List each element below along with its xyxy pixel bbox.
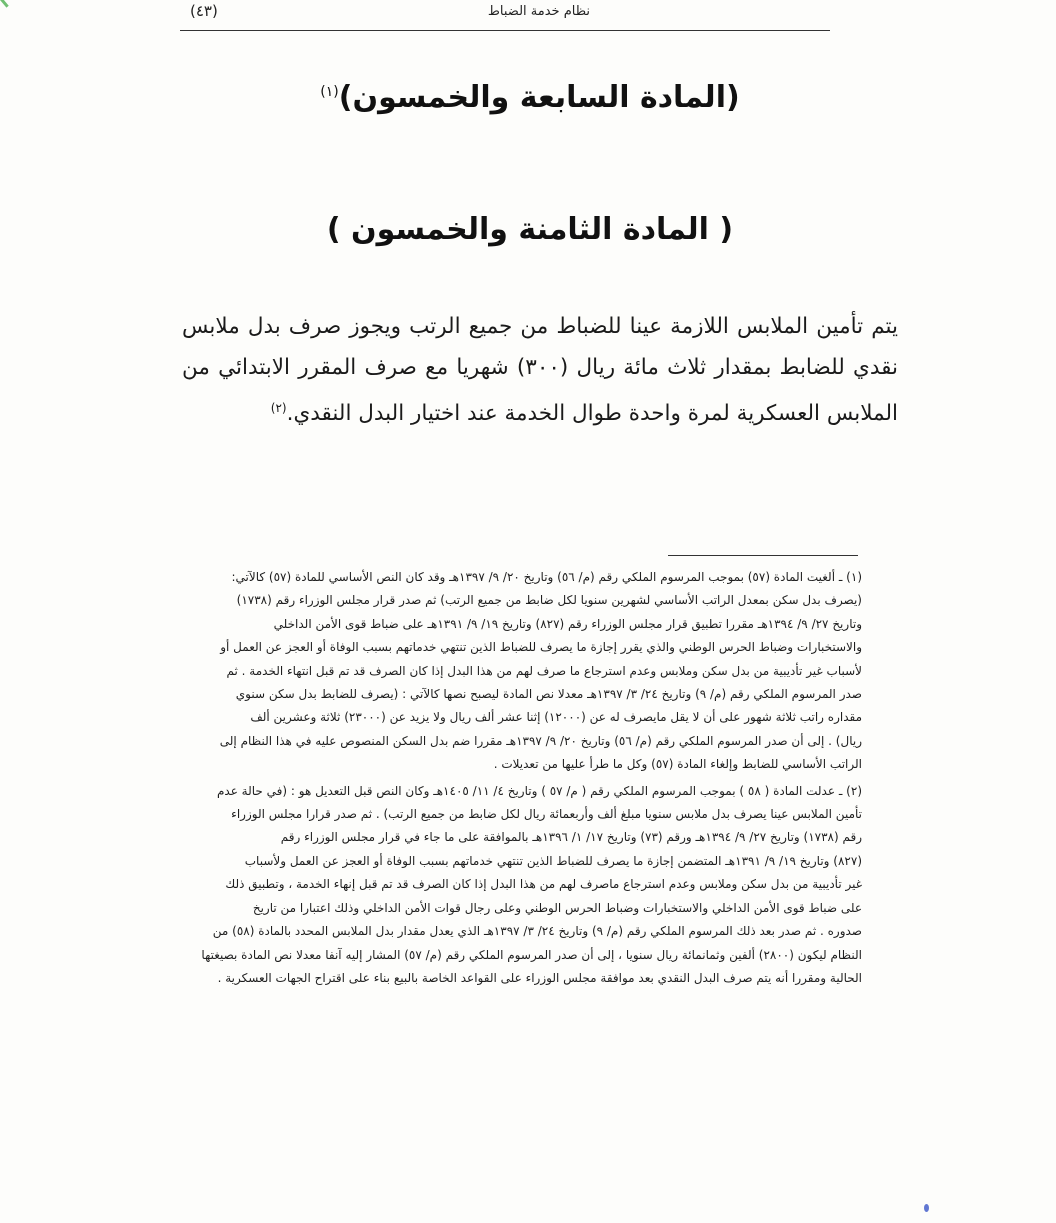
running-header [180, 4, 830, 26]
footnote-line: (يصرف بدل سكن بمعدل الراتب الأساسي لشهرين سنويا لكل ضابط من جميع الرتب) ثم صدر قرار مجلس الوزراء رقم (١٧٣٨) [236, 593, 862, 608]
footnote-line: (٨٢٧) وتاريخ ١٩/ ٩/ ١٣٩١هـ المتضمن إجازة ما يصرف للضباط الذين تنتهي خدماتهم بسبب الوفاة أو العجز عن العمل ولأسباب [244, 853, 862, 868]
footnote-line: صدر المرسوم الملكي رقم (م/ ٩) وتاريخ ٢٤/ ٣/ ١٣٩٧هـ معدلا نص المادة ليصبح نصها كالآتي : (يصرف للضابط بدل سكن سنوي [235, 687, 862, 702]
footnote-line: لأسباب غير تأديبية من بدل سكن وملابس وعدم استرجاع ما صرف لهم من هذا البدل إذا كان الصرف قد تم قبل انتهاء الخدمة . ثم [226, 663, 862, 678]
footnote-line: صدوره . ثم صدر بعد ذلك المرسوم الملكي رقم (م/ ٩) وتاريخ ٢٤/ ٣/ ١٣٩٧هـ الذي يعدل مقدار بدل الملابس المحدد بالمادة (٥٨) من [212, 924, 862, 939]
footnote-line: النظام ليكون (٢٨٠٠) ألفين وثمانمائة ريال سنويا ، إلى أن صدر المرسوم الملكي رقم (م/ ٥٧) المشار إليه آنفا معدلا نص المادة بصيغتها [201, 947, 862, 962]
footnote-separator [668, 555, 858, 556]
article-58-text: يتم تأمين الملابس اللازمة عينا للضباط من جميع الرتب ويجوز صرف بدل ملابس نقدي للضابط بمقدار ثلاث مائة ريال (٣٠٠) شهريا مع صرف المقرر الابتدائي من الملابس العسكرية لمرة واحدة طوال الخدمة عند اختيار البدل النقدي. [182, 314, 898, 427]
footnote-line: على ضباط قوى الأمن الداخلي والاستخبارات وضباط الحرس الوطني وعلى رجال قوات الأمن الداخلي وذلك اعتبارا من تاريخ [252, 900, 862, 915]
footnote-line: والاستخبارات وضباط الحرس الوطني والذي يقرر إجازة ما يصرف للضباط الذين تنتهي خدماتهم بسبب الوفاة أو العجز عن العمل أو [220, 640, 862, 655]
article-57-footnote-ref: (١) [320, 84, 339, 100]
footnote-line: مقداره راتب ثلاثة شهور على أن لا يقل مايصرف له عن (١٢٠٠٠) إثنا عشر ألف ريال ولا يزيد عن (٢٣٠٠٠) ثلاثة وعشرين ألف [250, 710, 862, 725]
article-57-heading [180, 80, 880, 115]
page-number: (٤٣) [190, 2, 218, 20]
ink-mark [924, 1204, 929, 1212]
header-rule [180, 30, 830, 31]
footnote-line: رقم (١٧٣٨) وتاريخ ٢٧/ ٩/ ١٣٩٤هـ ورقم (٧٣) وتاريخ ١٧/ ١/ ١٣٩٦هـ بالموافقة على ما جاء في قرار مجلس الوزراء رقم [280, 830, 862, 845]
footnote-line: (٢) ـ عدلت المادة ( ٥٨ ) بموجب المرسوم الملكي رقم ( م/ ٥٧ ) وتاريخ ٤/ ١١/ ١٤٠٥هـ وكان النص قبل التعديل هو : (في حالة عدم [216, 783, 862, 798]
article-57-title: (المادة السابعة والخمسون) [338, 80, 740, 115]
header-title: نظام خدمة الضباط [487, 4, 590, 19]
corner-pen-mark [0, 0, 19, 8]
footnote-2 [184, 780, 862, 991]
footnote-line: الحالية ومقررا أنه يتم صرف البدل النقدي بعد موافقة مجلس الوزراء على القواعد الخاصة بالبيع بناء على اقتراح الجهات العسكرية . [217, 970, 862, 985]
footnote-line: (١) ـ ألغيت المادة (٥٧) بموجب المرسوم الملكي رقم (م/ ٥٦) وتاريخ ٢٠/ ٩/ ١٣٩٧هـ وقد كان النص الأساسي للمادة (٥٧) كالآتي: [231, 570, 862, 584]
article-58-body [182, 306, 898, 434]
article-58-heading [180, 212, 880, 247]
footnote-line: غير تأديبية من بدل سكن وملابس وعدم استرجاع ماصرف لهم من هذا البدل إذا كان الصرف قد تم قبل إنهاء الخدمة ، وتطبيق ذلك [225, 877, 862, 892]
footnote-line: الراتب الأساسي للضابط وإلغاء المادة (٥٧) وكل ما طرأ عليها من تعديلات . [493, 757, 862, 772]
article-58-title: ( المادة الثامنة والخمسون ) [326, 212, 734, 247]
article-58-footnote-ref: (٢) [270, 401, 287, 415]
footnote-line: تأمين الملابس عينا يصرف بدل ملابس سنويا مبلغ ألف وأربعمائة ريال لكل ضابط من جميع الرتب) . ثم صدر قرارا مجلس الوزراء [231, 807, 862, 822]
footnotes [184, 566, 862, 993]
footnote-line: ريال) . إلى أن صدر المرسوم الملكي رقم (م/ ٥٦) وتاريخ ٢٠/ ٩/ ١٣٩٧هـ مقررا ضم بدل السكن المنصوص عليه في هذا النظام إلى [219, 733, 862, 748]
footnote-line: وتاريخ ٢٧/ ٩/ ١٣٩٤هـ مقررا تطبيق قرار مجلس الوزراء رقم (٨٢٧) وتاريخ ١٩/ ٩/ ١٣٩١هـ على ضباط قوى الأمن الداخلي [273, 616, 862, 631]
footnote-1 [184, 566, 862, 777]
